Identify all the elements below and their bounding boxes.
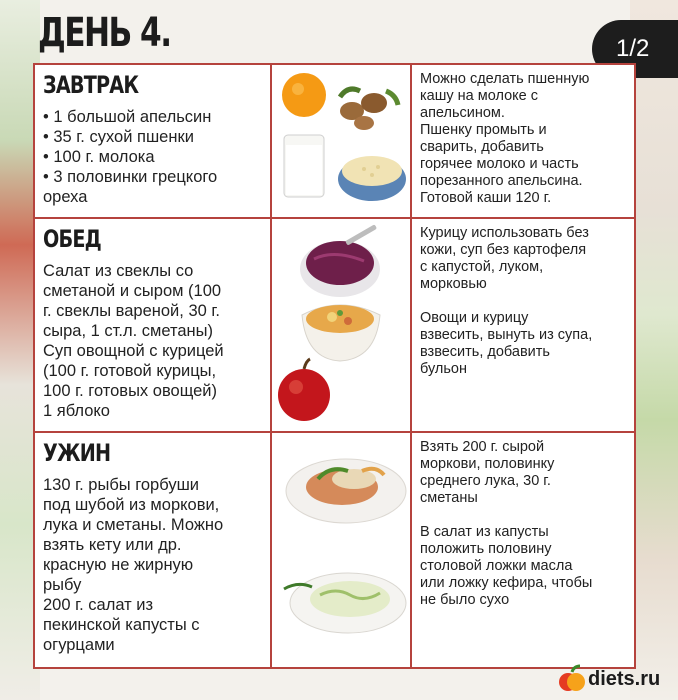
meal-note: В салат из капусты положить половину столовой ложки масла или ложку кефира, чтобы не было сухо — [420, 524, 593, 608]
meal-cell — [35, 219, 272, 431]
apple-logo-icon — [558, 664, 586, 694]
notes-cell — [412, 65, 634, 217]
meal-note: Взять 200 г. сырой моркови, половинку среднего лука, 30 г. сметаны — [420, 439, 555, 506]
lunch-food-image — [274, 223, 410, 429]
meal-plan-table — [33, 63, 636, 669]
meal-title: ЗАВТРАК — [43, 71, 139, 99]
meal-cell — [35, 65, 272, 217]
background-right-decor — [630, 0, 678, 700]
meal-note: Овощи и курицу взвесить, вынуть из супа, взвесить, добавить бульон — [420, 310, 593, 377]
food-image-cell — [272, 219, 412, 431]
watermark-logo — [558, 662, 678, 698]
page-indicator[interactable]: 1/2 — [592, 20, 678, 78]
notes-cell — [412, 433, 634, 667]
meal-title: УЖИН — [43, 439, 111, 467]
food-image-cell — [272, 65, 412, 217]
meal-description: 130 г. рыбы горбуши под шубой из моркови, лука и сметаны. Можно взять кету или др. красную не жирную рыбу 200 г. салат из пекинской капусты с огурцами — [43, 476, 224, 654]
meal-cell — [35, 433, 272, 667]
table-row-dinner — [35, 431, 634, 667]
page-title: ДЕНЬ 4. — [38, 10, 171, 56]
breakfast-food-image — [274, 67, 410, 213]
meal-description: Салат из свеклы со сметаной и сыром (100 г. свеклы вареной, 30 г. сыра, 1 ст.л. сметаны) Суп овощной с курицей (100 г. готовой курицы, 100 г. готовых овощей) 1 яблоко — [43, 262, 224, 420]
meal-title: ОБЕД — [43, 225, 101, 253]
meal-description: • 1 большой апельсин • 35 г. сухой пшенки • 100 г. молока • 3 половинки грецкого ореха — [43, 108, 218, 206]
notes-cell — [412, 219, 634, 431]
meal-note: Курицу использовать без кожи, суп без картофеля с капустой, луком, морковью — [420, 225, 589, 292]
table-row-lunch — [35, 217, 634, 431]
dinner-food-image — [274, 441, 410, 661]
food-image-cell — [272, 433, 412, 667]
meal-note: Можно сделать пшенную кашу на молоке с апельсином. Пшенку промыть и сварить, добавить горячее молоко и часть порезанного апельсина. Готовой каши 120 г. — [420, 71, 590, 206]
table-row-breakfast — [35, 65, 634, 217]
watermark-text: diets.ru — [588, 668, 661, 690]
